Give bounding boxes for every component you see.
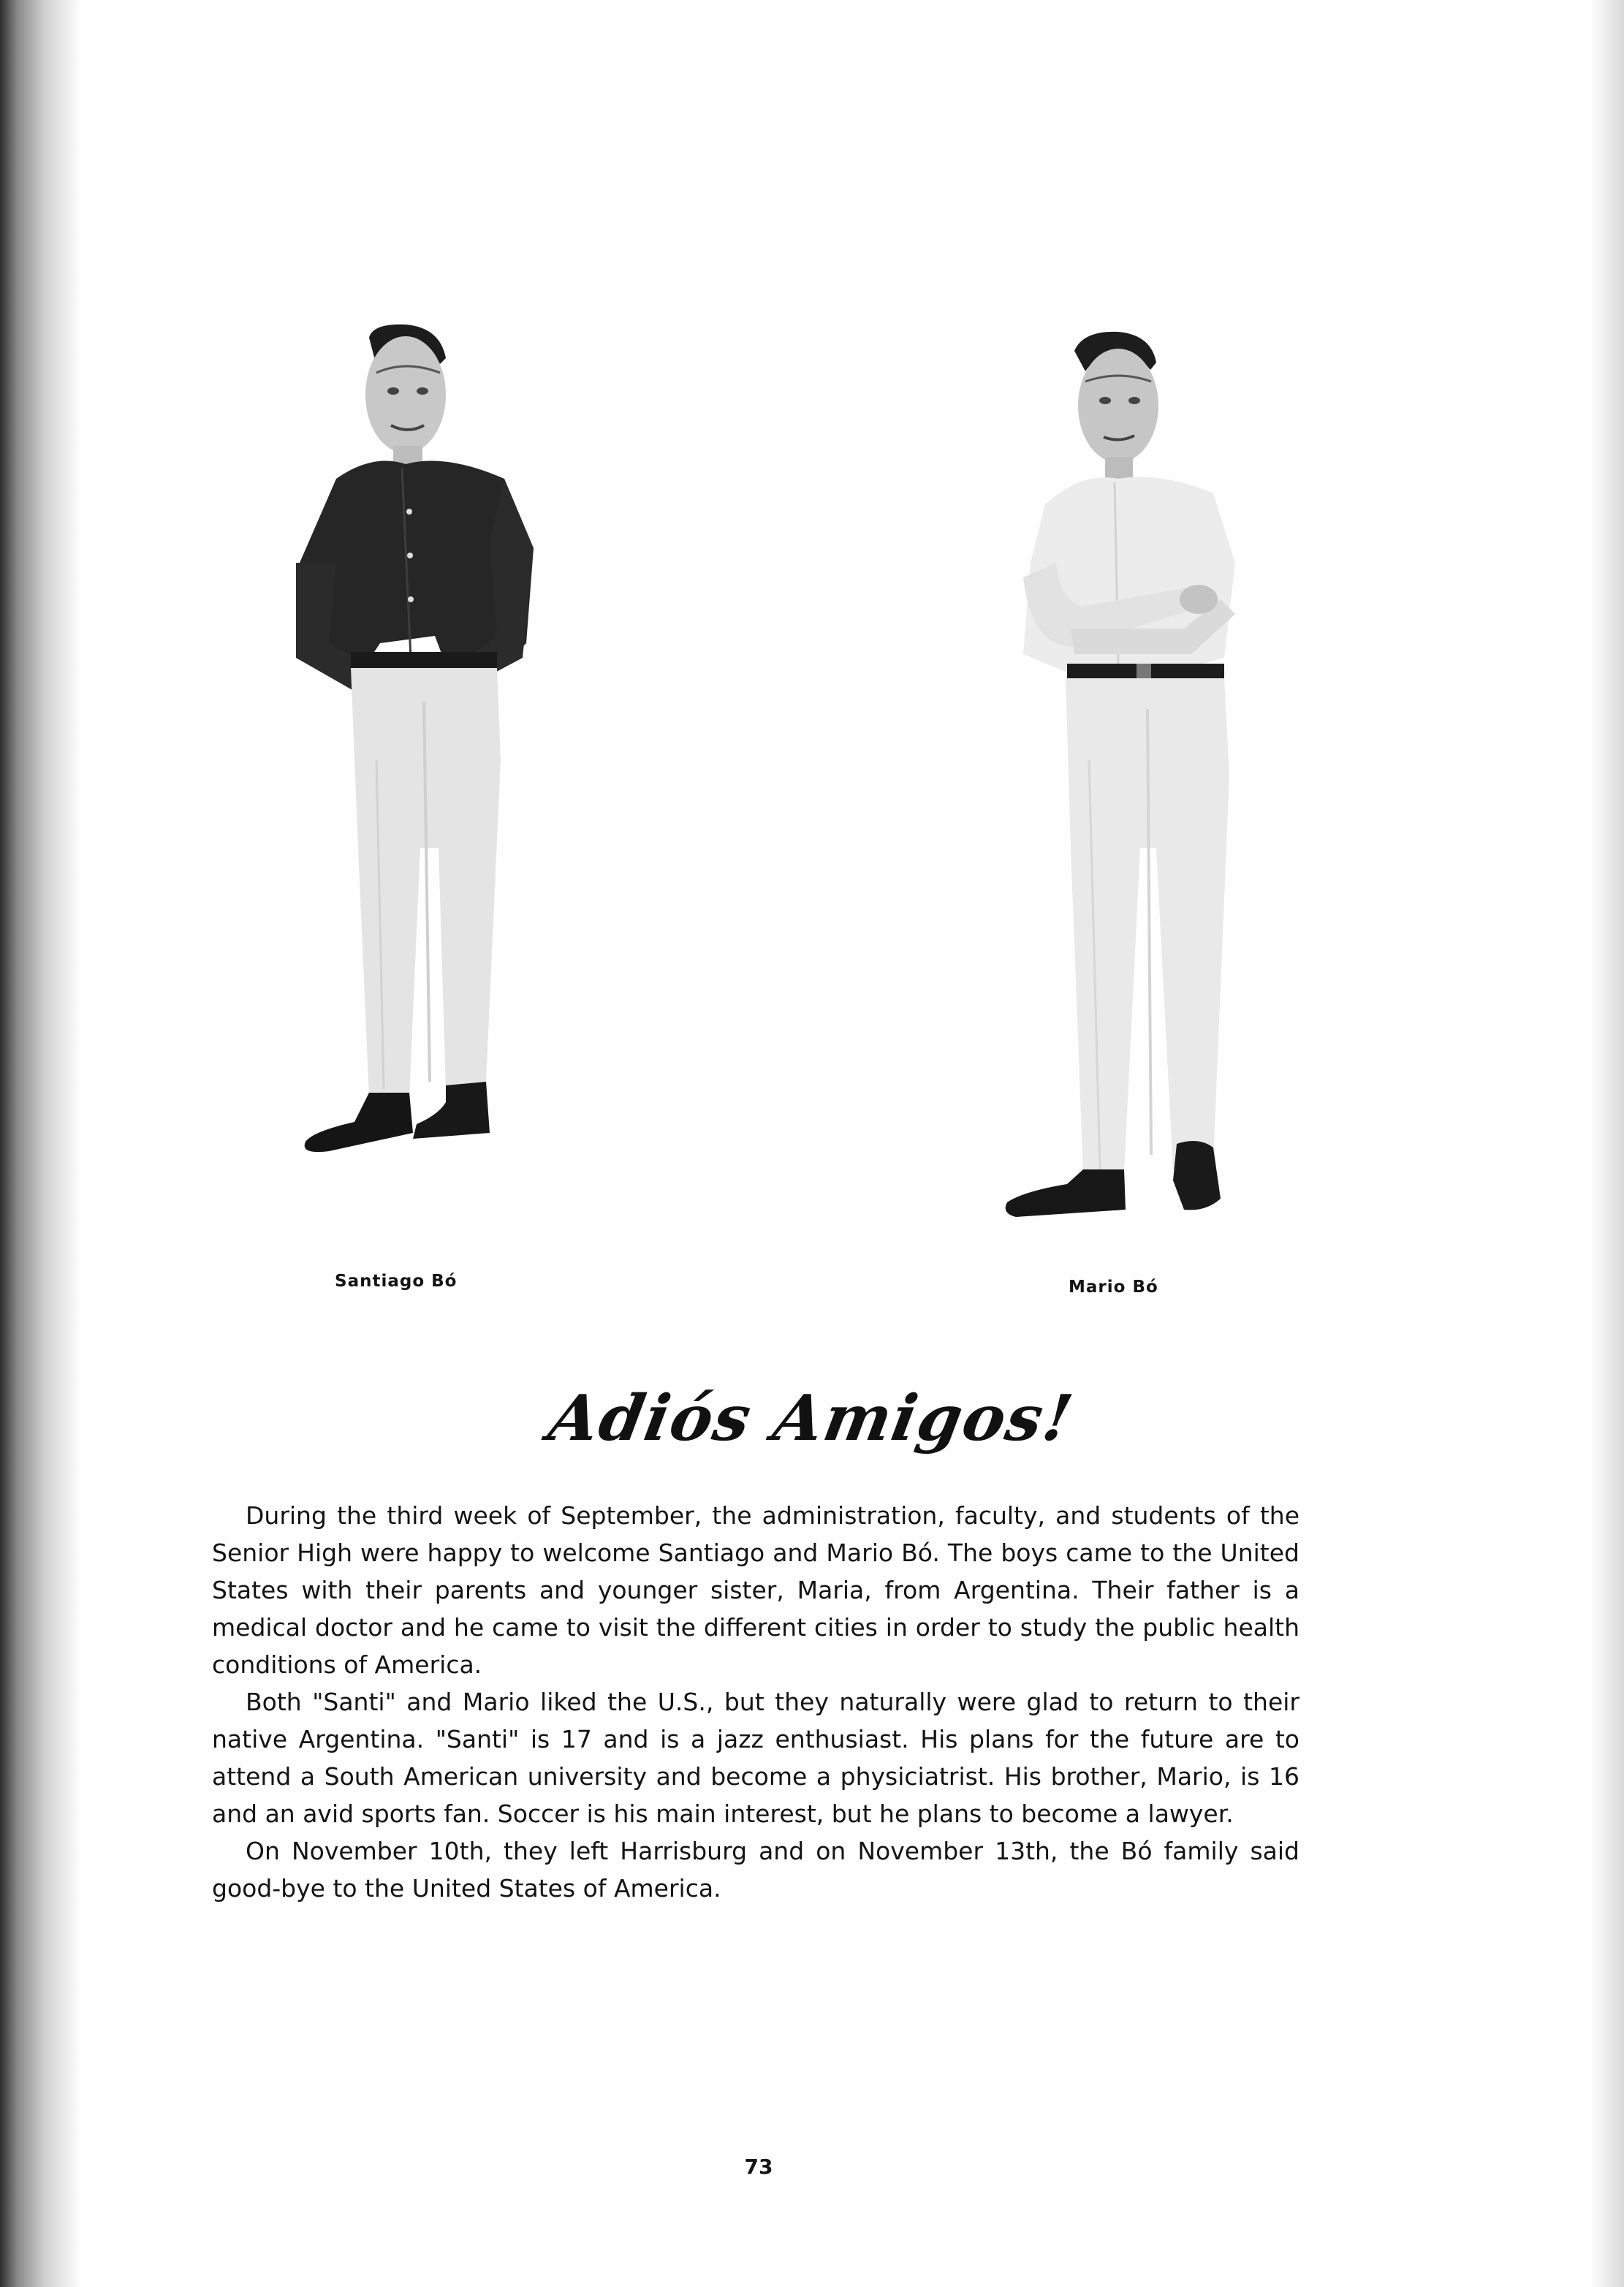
- page-edge: [1590, 0, 1624, 2287]
- paragraph: Both "Santi" and Mario liked the U.S., but they naturally were glad to return to their native Argentina. "Santi" is 17 and is a jazz enthusiast. His plans for the future are to attend a South American university and become a physiciatrist. His brother, Mario, is 16 and an avid sports fan. Soccer is his main interest, but he plans to become a lawyer.: [212, 1688, 1299, 1828]
- article-body: [212, 1497, 1299, 1907]
- paragraph: On November 10th, they left Harrisburg and on November 13th, the Bó family said good-bye to the United States of America.: [212, 1837, 1299, 1903]
- page-heading: Adiós Amigos!: [543, 1381, 1079, 1455]
- caption-santiago: Santiago Bó: [335, 1272, 458, 1291]
- photo-mario: [1001, 322, 1272, 1228]
- paragraph: During the third week of September, the administration, faculty, and students of the Senior High were happy to welcome Santiago and Mario Bó. The boys came to the United States with their parents and younger sister, Maria, from Argentina. Their father is a medical doctor and he came to visit the different cities in order to study the public health conditions of America.: [212, 1501, 1299, 1679]
- photo-santiago: [227, 322, 548, 1243]
- caption-mario: Mario Bó: [1069, 1278, 1158, 1297]
- santiago-figure: [227, 322, 548, 1243]
- binding-shadow: [0, 0, 80, 2287]
- page-number: 73: [744, 2155, 773, 2179]
- mario-figure: [1001, 322, 1272, 1228]
